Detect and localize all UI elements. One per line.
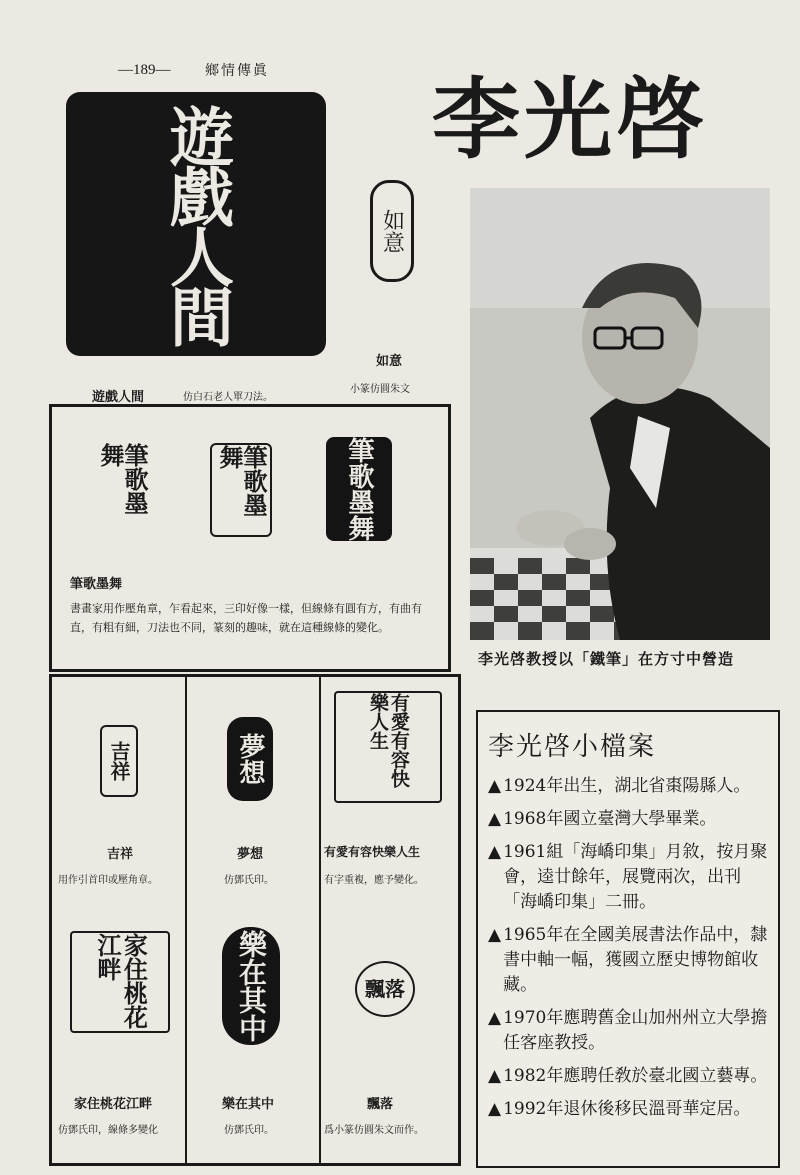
seal-gallery-box: [49, 674, 461, 1166]
box1-title: 筆歌墨舞: [70, 577, 123, 592]
seal-caption: 樂在其中: [222, 1097, 275, 1112]
seal-image-1: 筆歌墨舞: [96, 443, 149, 515]
seal-note: 仿鄧氏印，線條多變化: [58, 1125, 158, 1136]
list-item: ▲ 1970年應聘舊金山加州州立大學擔任客座教授。: [488, 1006, 773, 1056]
main-seal-image: [66, 92, 326, 356]
seal-image-jiazhu: 家住桃花江畔: [70, 931, 170, 1033]
bullet-icon: ▲: [488, 925, 502, 945]
main-seal-text: 遊戲人間: [159, 104, 234, 344]
photo-caption: 李光啓教授以「鐵筆」在方寸中營造: [478, 650, 735, 668]
seal-image-jixiang: 吉祥: [100, 725, 138, 797]
column-divider: [185, 677, 187, 1163]
portrait-illustration: [470, 188, 770, 640]
main-seal-note: 仿白石老人單刀法。: [183, 392, 273, 403]
list-item: ▲ 1982年應聘任敎於臺北國立藝專。: [488, 1064, 773, 1089]
bullet-icon: ▲: [488, 1066, 502, 1086]
bullet-icon: ▲: [488, 1099, 502, 1119]
bullet-icon: ▲: [488, 1008, 502, 1028]
page-number: —189—: [118, 62, 171, 78]
seal-caption: 有愛有容快樂人生: [324, 845, 421, 859]
seal-image-lezai: 樂在其中: [222, 927, 280, 1045]
seal-image-piaoluo: 飄落: [355, 961, 415, 1017]
bullet-icon: ▲: [488, 842, 502, 862]
seal-note: 仿鄧氏印。: [224, 1125, 274, 1136]
seal-caption: 家住桃花江畔: [74, 1097, 153, 1112]
bullet-icon: ▲: [488, 776, 502, 796]
seal-note: 爲小篆仿圓朱文而作。: [324, 1125, 424, 1136]
profile-box: [476, 710, 780, 1168]
book-title: 鄉情傳眞: [205, 63, 269, 79]
seal-caption: 夢想: [237, 847, 264, 862]
seal-comparison-box: [49, 404, 451, 672]
list-item: ▲ 1992年退休後移民溫哥華定居。: [488, 1097, 773, 1122]
portrait-photo: [470, 188, 770, 640]
main-seal-caption: 遊戲人間: [92, 390, 145, 405]
page-title: 李光啓: [432, 68, 709, 171]
box1-description: 書畫家用作壓角章，乍看起來，三印好像一樣，但線條有圓有方，有曲有直，有粗有細，刀法也不同，篆刻的趣味，就在這種線條的變化。: [70, 602, 422, 634]
list-item: ▲ 1924年出生，湖北省棗陽縣人。: [488, 774, 773, 799]
seal-caption: 吉祥: [107, 847, 134, 862]
seal-caption: 飄落: [367, 1097, 394, 1112]
list-item: ▲ 1968年國立臺灣大學畢業。: [488, 807, 773, 832]
profile-list: [488, 774, 773, 1130]
ruyi-seal-note: 小篆仿圓朱文: [350, 384, 410, 395]
seal-note: 有字重複，應予變化。: [324, 875, 424, 886]
seal-image-mengxiang: 夢想: [227, 717, 273, 801]
column-divider: [319, 677, 321, 1163]
list-item: ▲ 1965年在全國美展書法作品中，隸書中軸一幅，獲國立歷史博物館收藏。: [488, 923, 773, 998]
bullet-icon: ▲: [488, 809, 502, 829]
seal-note: 用作引首印或壓角章。: [58, 875, 158, 886]
ruyi-seal-caption: 如意: [376, 354, 403, 369]
ruyi-seal-text: 如意: [379, 209, 405, 253]
ruyi-seal-image: [370, 180, 414, 282]
list-item: ▲ 1961組「海嶠印集」月敘，按月聚會，逵廿餘年，展覽兩次，出刊「海嶠印集」二冊。: [488, 840, 773, 915]
profile-title: 李光啓小檔案: [488, 732, 657, 762]
seal-note: 仿鄧氏印。: [224, 875, 274, 886]
seal-image-2: 筆歌墨舞: [210, 443, 272, 537]
seal-image-youai: 有愛有容快樂人生: [334, 691, 442, 803]
seal-image-3: 筆歌墨舞: [326, 437, 392, 541]
